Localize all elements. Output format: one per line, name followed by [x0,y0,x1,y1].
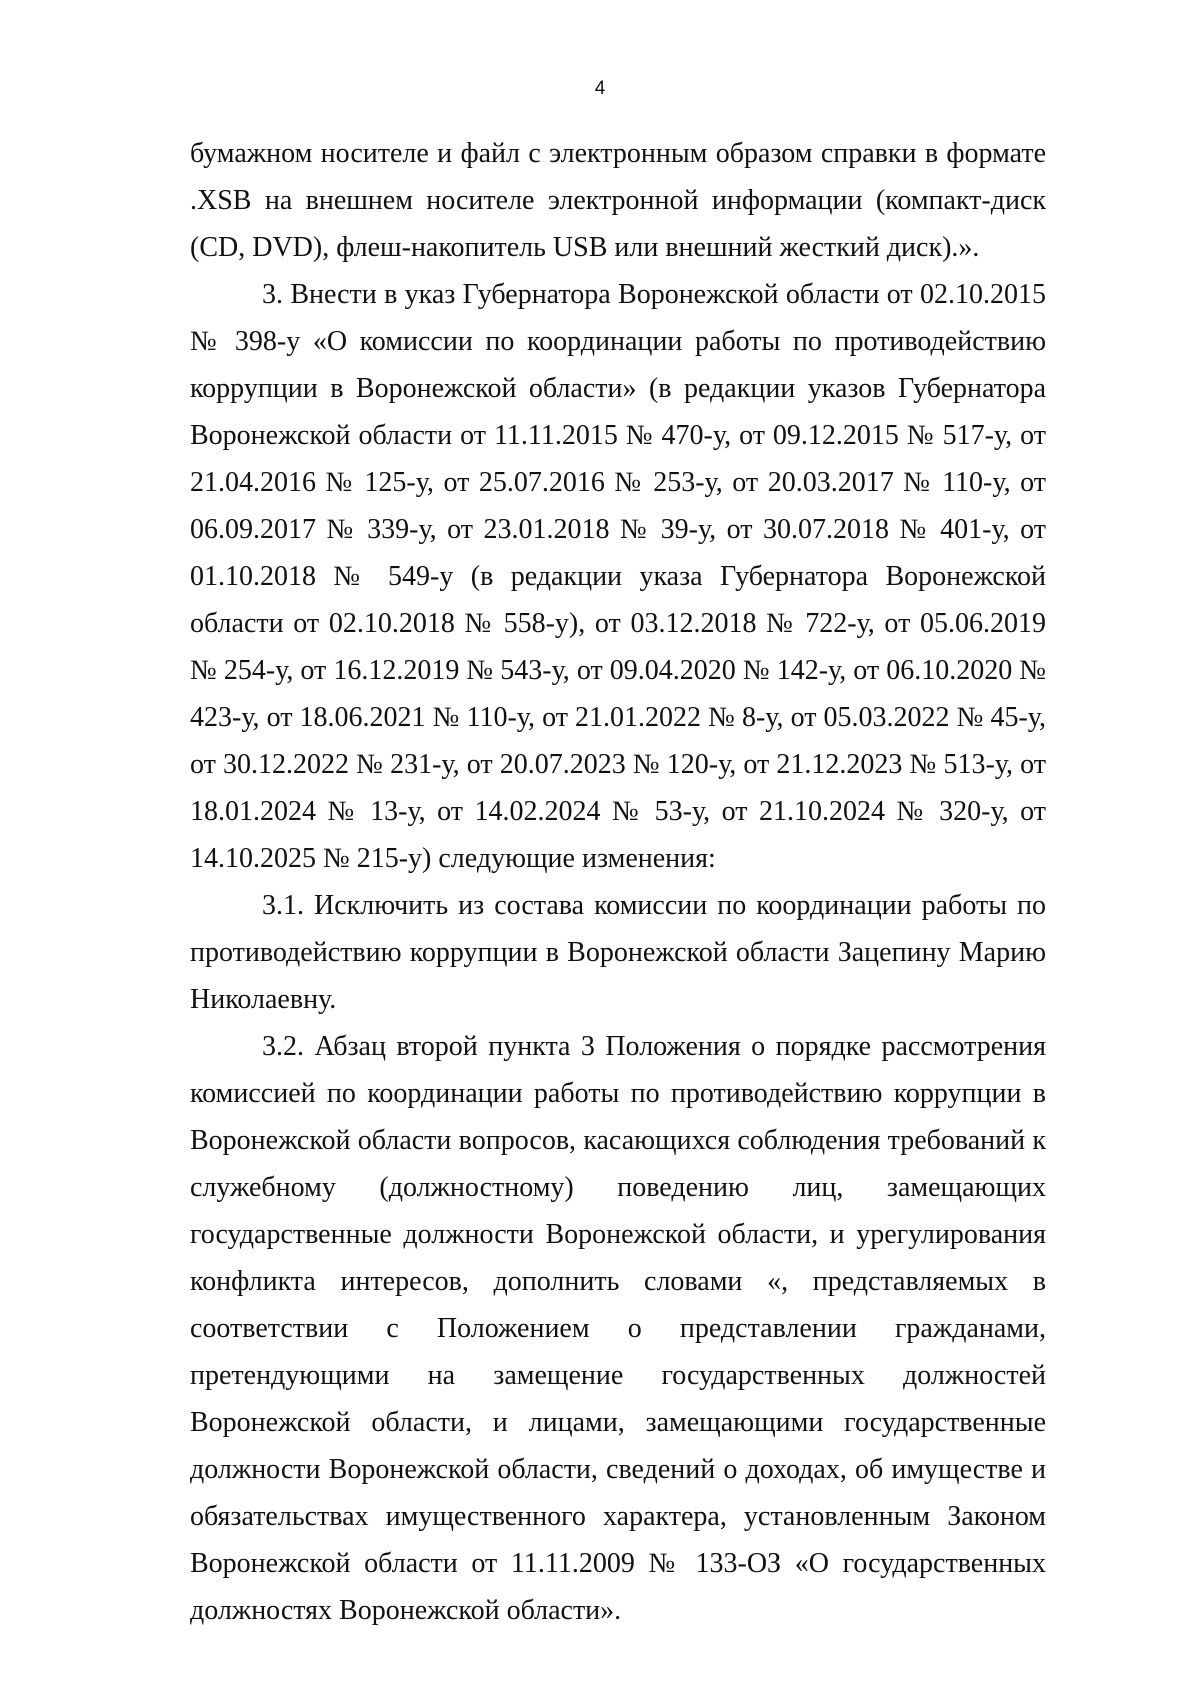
paragraph-item-3: 3. Внести в указ Губернатора Воронежской области от 02.10.2015 № 398-у «О комиссии по координации работы по противодействию коррупции в Воронежской области» (в редакции указов Губернатора Воронежской области от 11.11.2015 № 470-у, от 09.12.2015 № 517-у, от 21.04.2016 № 125-у, от 25.07.2016 № 253-у, от 20.03.2017 № 110-у, от 06.09.2017 № 339-у, от 23.01.2018 № 39-у, от 30.07.2018 № 401-у, от 01.10.2018 № 549-у (в редакции указа Губернатора Воронежской области от 02.10.2018 № 558-у), от 03.12.2018 № 722-у, от 05.06.2019 № 254-у, от 16.12.2019 № 543-у, от 09.04.2020 № 142-у, от 06.10.2020 № 423-у, от 18.06.2021 № 110-у, от 21.01.2022 № 8-у, от 05.03.2022 № 45-у, от 30.12.2022 № 231-у, от 20.07.2023 № 120-у, от 21.12.2023 № 513-у, от 18.01.2024 № 13-у, от 14.02.2024 № 53-у, от 21.10.2024 № 320-у, от 14.10.2025 № 215-у) следующие изменения: [190,279,1046,874]
paragraph-continuation: бумажном носителе и файл с электронным образом справки в формате .XSB на внешнем носителе электронной информации (компакт-диск (CD, DVD), флеш-накопитель USB или внешний жесткий диск).». [190,138,1046,263]
document-body [190,130,1046,1634]
page-number: 4 [594,78,606,99]
paragraph-item-3-2: 3.2. Абзац второй пункта 3 Положения о порядке рассмотрения комиссией по координации работы по противодействию коррупции в Воронежской области вопросов, касающихся соблюдения требований к служебному (должностному) поведению лиц, замещающих государственные должности Воронежской области, и урегулирования конфликта интересов, дополнить словами «, представляемых в соответствии с Положением о представлении гражданами, претендующими на замещение государственных должностей Воронежской области, и лицами, замещающими государственные должности Воронежской области, сведений о доходах, об имуществе и обязательствах имущественного характера, установленным Законом Воронежской области от 11.11.2009 № 133-ОЗ «О государственных должностях Воронежской области». [190,1031,1046,1626]
paragraph-item-3-1: 3.1. Исключить из состава комиссии по координации работы по противодействию коррупции в Воронежской области Зацепину Марию Николаевну. [190,890,1046,1015]
